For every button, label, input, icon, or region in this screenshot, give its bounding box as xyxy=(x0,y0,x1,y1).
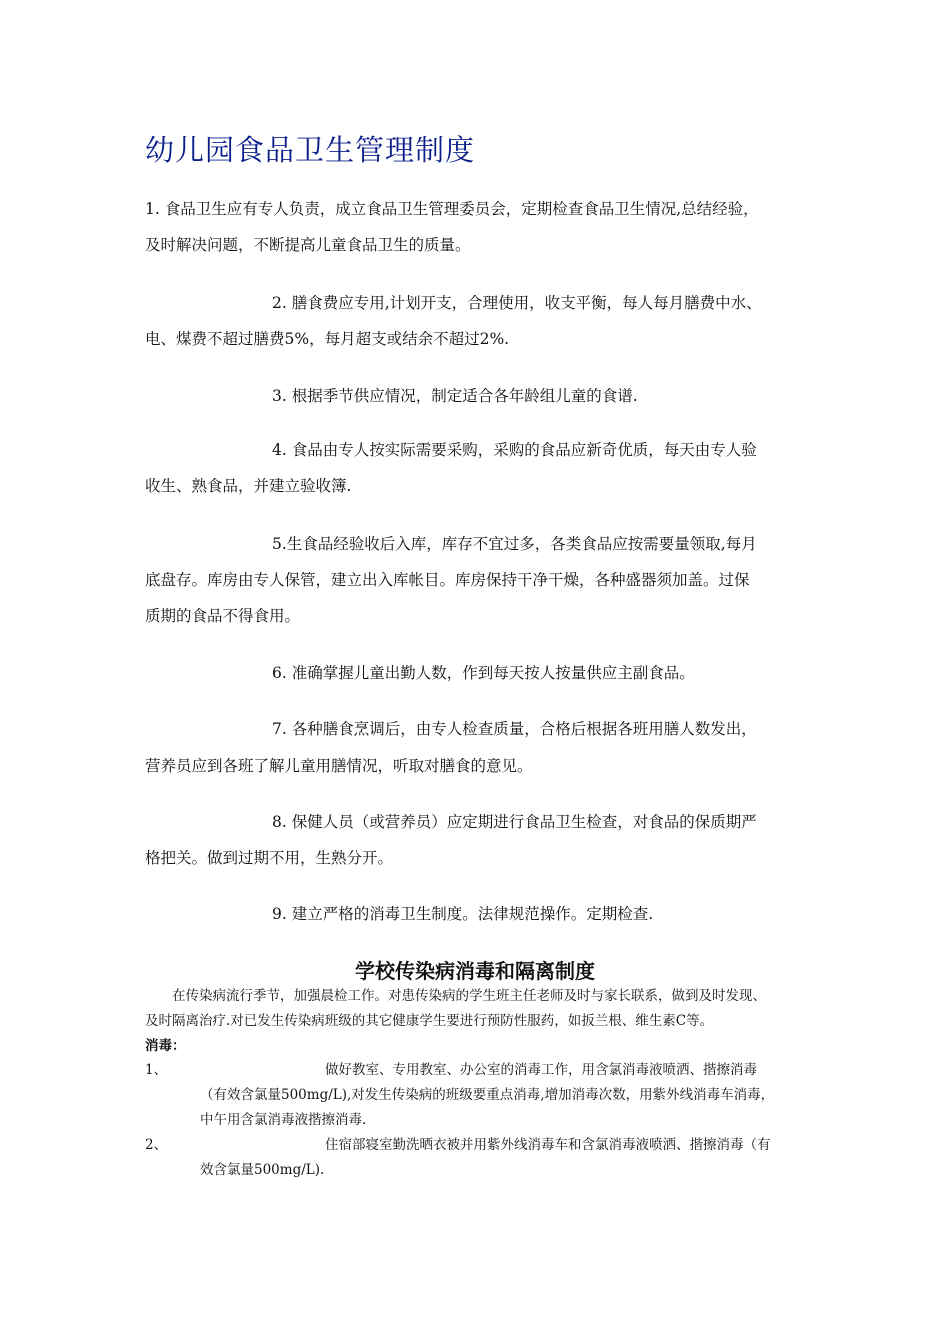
item-8-line-1: 8. 保健人员（或营养员）应定期进行食品卫生检查，对食品的保质期严 xyxy=(272,813,757,831)
item-6-line-1: 6. 准确掌握儿童出勤人数，作到每天按人按量供应主副食品。 xyxy=(272,664,695,682)
intro-line-1: 在传染病流行季节，加强晨检工作。对患传染病的学生班主任老师及时与家长联系，做到及时发现、 xyxy=(172,988,766,1004)
item-2-line-2: 电、煤费不超过膳费5%，每月超支或结余不超过2%. xyxy=(145,330,510,348)
item-1-line-2: 及时解决问题，不断提高儿童食品卫生的质量。 xyxy=(145,236,471,254)
disinfect-1-line-2: （有效含氯量500mg/L),对发生传染病的班级要重点消毒,增加消毒次数，用紫外线消毒车消毒， xyxy=(200,1087,775,1103)
disinfect-2-number: 2、 xyxy=(145,1137,168,1153)
item-8-line-2: 格把关。做到过期不用，生熟分开。 xyxy=(145,849,394,867)
section-title: 学校传染病消毒和隔离制度 xyxy=(355,959,595,983)
item-7-line-2: 营养员应到各班了解儿童用膳情况，听取对膳食的意见。 xyxy=(145,757,533,775)
item-1-line-1: 1. 食品卫生应有专人负责，成立食品卫生管理委员会，定期检查食品卫生情况,总结经验， xyxy=(145,200,759,218)
item-5-line-1: 5.生食品经验收后入库，库存不宜过多，各类食品应按需要量领取,每月 xyxy=(272,535,757,553)
item-7-line-1: 7. 各种膳食烹调后，由专人检查质量，合格后根据各班用膳人数发出， xyxy=(272,720,757,738)
item-5-line-3: 质期的食品不得食用。 xyxy=(145,607,301,625)
item-3-line-1: 3. 根据季节供应情况，制定适合各年龄组儿童的食谱. xyxy=(272,387,638,405)
disinfect-1-line-1: 做好教室、专用教室、办公室的消毒工作，用含氯消毒液喷洒、揩擦消毒 xyxy=(325,1062,757,1078)
item-4-line-1: 4. 食品由专人按实际需要采购，采购的食品应新奇优质，每天由专人验 xyxy=(272,441,757,459)
disinfect-label: 消毒： xyxy=(145,1038,186,1054)
disinfect-1-line-3: 中午用含氯消毒液揩擦消毒. xyxy=(200,1112,367,1128)
page-title: 幼儿园食品卫生管理制度 xyxy=(145,133,476,167)
item-2-line-1: 2. 膳食费应专用,计划开支，合理使用，收支平衡，每人每月膳费中水、 xyxy=(272,294,762,312)
item-4-line-2: 收生、熟食品，并建立验收簿. xyxy=(145,477,352,495)
disinfect-2-line-2: 效含氯量500mg/L). xyxy=(200,1162,325,1178)
intro-line-2: 及时隔离治疗.对已发生传染病班级的其它健康学生要进行预防性服药，如扳兰根、维生素C等。 xyxy=(145,1013,714,1029)
disinfect-2-line-1: 住宿部寝室勤洗晒衣被并用紫外线消毒车和含氯消毒液喷洒、揩擦消毒（有 xyxy=(325,1137,771,1153)
disinfect-1-number: 1、 xyxy=(145,1062,168,1078)
item-5-line-2: 底盘存。库房由专人保管，建立出入库帐目。库房保持干净干燥，各种盛器须加盖。过保 xyxy=(145,571,750,589)
item-9-line-1: 9. 建立严格的消毒卫生制度。法律规范操作。定期检查. xyxy=(272,905,654,923)
